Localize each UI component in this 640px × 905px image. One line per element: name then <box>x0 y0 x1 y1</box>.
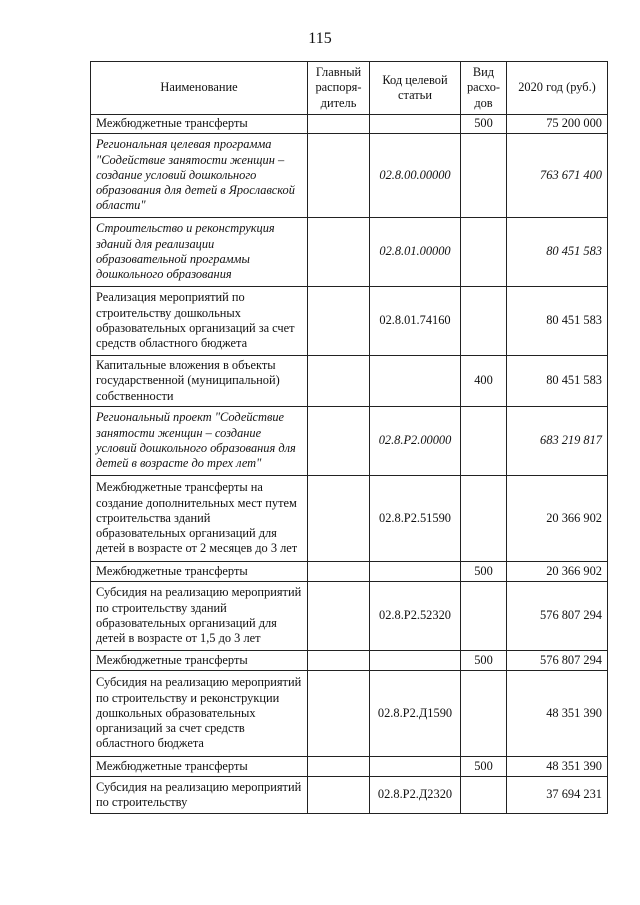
table-row <box>91 115 608 134</box>
row-code-cell: 02.8.Р2.Д2320 <box>370 777 461 814</box>
row-name-cell: Межбюджетные трансферты <box>91 651 308 671</box>
table-row <box>91 356 608 407</box>
row-amount-cell: 48 351 390 <box>507 757 608 777</box>
row-amount-cell: 20 366 902 <box>507 476 608 562</box>
row-name-cell: Субсидия на реализацию мероприятий по строительству зданий образовательных организаций для детей в возрасте от 1,5 до 3 лет <box>91 582 308 651</box>
table-row <box>91 777 608 814</box>
row-admin-cell <box>308 287 370 356</box>
row-name-cell: Строительство и реконструкция зданий для реализации образовательной программы дошкольного образования <box>91 218 308 287</box>
row-name-cell: Реализация мероприятий по строительству дошкольных образовательных организаций за счет средств областного бюджета <box>91 287 308 356</box>
row-expense-cell: 500 <box>461 651 507 671</box>
budget-table <box>90 61 608 814</box>
table-row <box>91 407 608 476</box>
table-row <box>91 562 608 582</box>
row-expense-cell: 400 <box>461 356 507 407</box>
table-row <box>91 582 608 651</box>
row-admin-cell <box>308 562 370 582</box>
row-admin-cell <box>308 134 370 218</box>
row-amount-cell: 576 807 294 <box>507 651 608 671</box>
row-code-cell <box>370 757 461 777</box>
row-amount-cell: 80 451 583 <box>507 287 608 356</box>
row-admin-cell <box>308 115 370 134</box>
row-expense-cell: 500 <box>461 757 507 777</box>
row-name-cell: Капитальные вложения в объекты государственной (муниципальной) собственности <box>91 356 308 407</box>
row-code-cell: 02.8.00.00000 <box>370 134 461 218</box>
row-admin-cell <box>308 671 370 757</box>
row-code-cell <box>370 651 461 671</box>
row-expense-cell <box>461 777 507 814</box>
row-expense-cell: 500 <box>461 115 507 134</box>
row-admin-cell <box>308 651 370 671</box>
row-code-cell <box>370 562 461 582</box>
row-expense-cell <box>461 671 507 757</box>
header-expense: Вид расхо-дов <box>461 62 507 115</box>
row-amount-cell: 763 671 400 <box>507 134 608 218</box>
row-name-cell: Межбюджетные трансферты <box>91 757 308 777</box>
table-body <box>91 115 608 814</box>
row-expense-cell <box>461 407 507 476</box>
row-name-cell: Субсидия на реализацию мероприятий по строительству <box>91 777 308 814</box>
row-code-cell: 02.8.Р2.00000 <box>370 407 461 476</box>
row-expense-cell: 500 <box>461 562 507 582</box>
row-expense-cell <box>461 218 507 287</box>
header-amount: 2020 год (руб.) <box>507 62 608 115</box>
table-row <box>91 134 608 218</box>
row-amount-cell: 80 451 583 <box>507 356 608 407</box>
row-admin-cell <box>308 582 370 651</box>
row-admin-cell <box>308 757 370 777</box>
table-row <box>91 287 608 356</box>
row-expense-cell <box>461 476 507 562</box>
row-amount-cell: 80 451 583 <box>507 218 608 287</box>
table-row <box>91 651 608 671</box>
header-code: Код целевой статьи <box>370 62 461 115</box>
row-name-cell: Региональная целевая программа "Содействие занятости женщин – создание условий дошкольного образования для детей в Ярославской области" <box>91 134 308 218</box>
row-name-cell: Межбюджетные трансферты на создание дополнительных мест путем строительства зданий образовательных организаций для детей в возрасте от 2 месяцев до 3 лет <box>91 476 308 562</box>
row-amount-cell: 37 694 231 <box>507 777 608 814</box>
row-code-cell: 02.8.Р2.Д1590 <box>370 671 461 757</box>
row-amount-cell: 576 807 294 <box>507 582 608 651</box>
header-admin: Главный распоря-дитель <box>308 62 370 115</box>
row-admin-cell <box>308 218 370 287</box>
row-expense-cell <box>461 134 507 218</box>
row-admin-cell <box>308 407 370 476</box>
row-amount-cell: 20 366 902 <box>507 562 608 582</box>
row-amount-cell: 683 219 817 <box>507 407 608 476</box>
row-code-cell: 02.8.01.74160 <box>370 287 461 356</box>
row-amount-cell: 48 351 390 <box>507 671 608 757</box>
row-code-cell: 02.8.01.00000 <box>370 218 461 287</box>
table-row <box>91 757 608 777</box>
row-code-cell: 02.8.Р2.51590 <box>370 476 461 562</box>
row-amount-cell: 75 200 000 <box>507 115 608 134</box>
page-number: 115 <box>308 30 332 47</box>
table-row <box>91 476 608 562</box>
row-name-cell: Субсидия на реализацию мероприятий по строительству и реконструкции дошкольных образовательных организаций за счет средств областного бюджета <box>91 671 308 757</box>
row-admin-cell <box>308 476 370 562</box>
row-name-cell: Региональный проект "Содействие занятости женщин – создание условий дошкольного образования для детей в возрасте до трех лет" <box>91 407 308 476</box>
row-code-cell <box>370 356 461 407</box>
row-admin-cell <box>308 777 370 814</box>
row-expense-cell <box>461 287 507 356</box>
row-admin-cell <box>308 356 370 407</box>
table-header-row <box>91 62 608 115</box>
table-row <box>91 218 608 287</box>
row-code-cell <box>370 115 461 134</box>
row-code-cell: 02.8.Р2.52320 <box>370 582 461 651</box>
row-name-cell: Межбюджетные трансферты <box>91 562 308 582</box>
row-name-cell: Межбюджетные трансферты <box>91 115 308 134</box>
row-expense-cell <box>461 582 507 651</box>
table-row <box>91 671 608 757</box>
header-name: Наименование <box>91 62 308 115</box>
